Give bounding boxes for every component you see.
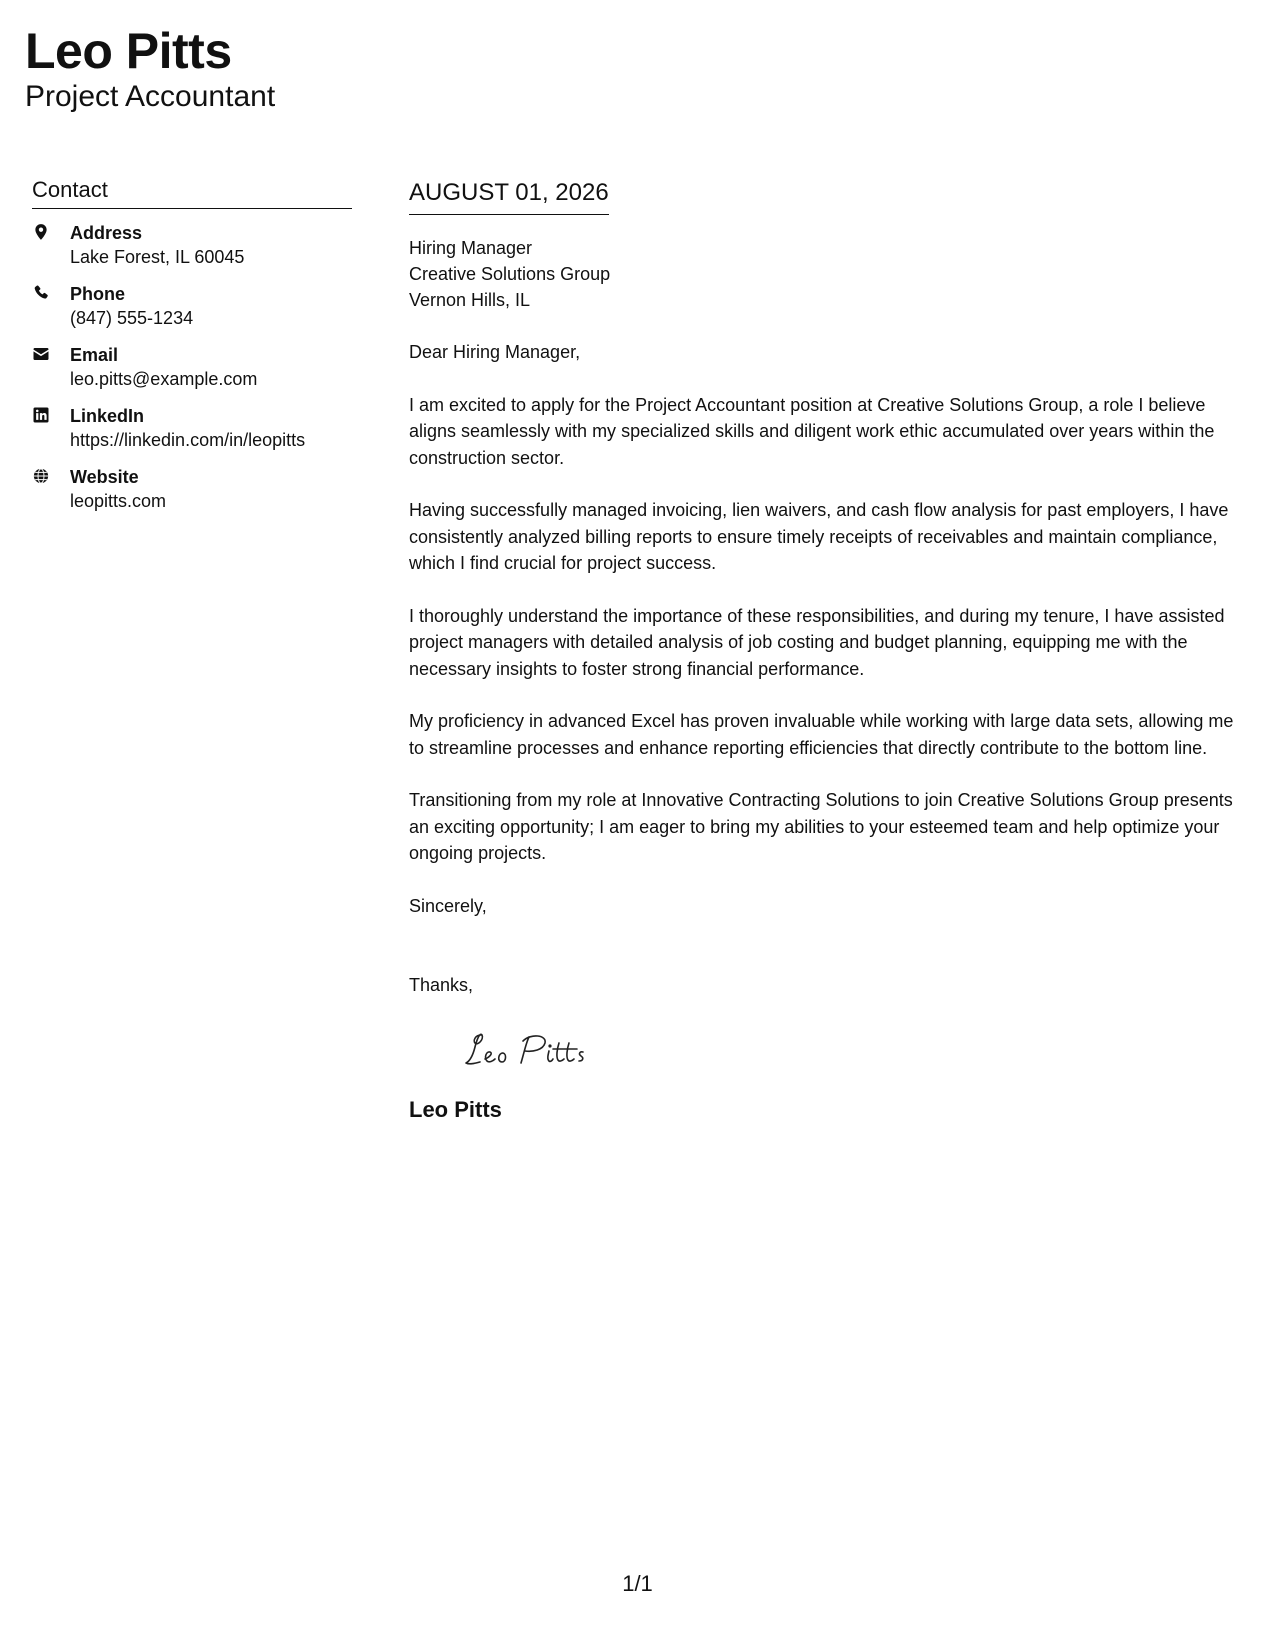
globe-icon [32, 465, 70, 487]
thanks-line: Thanks, [409, 975, 474, 995]
linkedin-icon [32, 404, 70, 426]
signer-name: Leo Pitts [409, 1096, 502, 1122]
contact-label: Website [70, 467, 139, 487]
recipient-location: Vernon Hills, IL [409, 290, 531, 310]
applicant-role: Project Accountant [25, 80, 276, 113]
contact-item-website [32, 465, 352, 513]
contact-item-linkedin [32, 404, 352, 452]
envelope-icon [32, 343, 70, 365]
contact-label: Email [70, 345, 119, 365]
contact-value[interactable]: leopitts.com [70, 491, 167, 511]
contact-value[interactable]: https://linkedin.com/in/leopitts [70, 430, 306, 450]
contact-heading: Contact [32, 176, 352, 209]
contact-value: (847) 555-1234 [70, 308, 194, 328]
contact-label: Phone [70, 284, 126, 304]
recipient-block [409, 235, 1249, 313]
applicant-name: Leo Pitts [25, 23, 232, 79]
phone-icon [32, 282, 70, 304]
letter-date: AUGUST 01, 2026 [409, 179, 609, 206]
map-pin-icon [32, 221, 70, 243]
resume-header [25, 22, 275, 114]
recipient-company: Creative Solutions Group [409, 264, 611, 284]
contact-value[interactable]: leo.pitts@example.com [70, 369, 258, 389]
contact-label: LinkedIn [70, 406, 145, 426]
contact-item-email [32, 343, 352, 391]
contact-item-phone [32, 282, 352, 330]
body-paragraph: Transitioning from my role at Innovative Contracting Solutions to join Creative Solutions Group presents an exciting opportunity; I am eager to bring my abilities to your esteemed team and help optimize your ongoing projects. [409, 790, 1233, 863]
recipient-title: Hiring Manager [409, 238, 533, 258]
body-paragraph: I am excited to apply for the Project Accountant position at Creative Solutions Group, a role I believe aligns seamlessly with my specialized skills and diligent work ethic accumulated over years within the construction sector. [409, 394, 1215, 468]
contact-item-address [32, 221, 352, 269]
salutation: Dear Hiring Manager, [409, 342, 581, 362]
body-paragraph: Having successfully managed invoicing, lien waivers, and cash flow analysis for past employers, I have consistently analyzed billing reports to ensure timely receipts of receivables and maintain compliance, which I find crucial for project success. [409, 500, 1229, 573]
contact-value: Lake Forest, IL 60045 [70, 247, 245, 267]
date-block [409, 178, 609, 215]
body-paragraph: I thoroughly understand the importance of these responsibilities, and during my tenure, I have assisted project managers with detailed analysis of job costing and budget planning, equipping me with the necessary insights to foster strong financial performance. [409, 605, 1225, 679]
body-paragraph: My proficiency in advanced Excel has proven invaluable while working with large data sets, allowing me to streamline processes and enhance reporting efficiencies that directly contribute to the bottom line. [409, 711, 1234, 758]
contact-sidebar [32, 176, 352, 526]
cover-letter [409, 178, 1249, 1124]
page-number: 1/1 [622, 1571, 653, 1596]
closing: Sincerely, [409, 895, 487, 916]
handwritten-signature [459, 1021, 619, 1081]
contact-label: Address [70, 223, 143, 243]
